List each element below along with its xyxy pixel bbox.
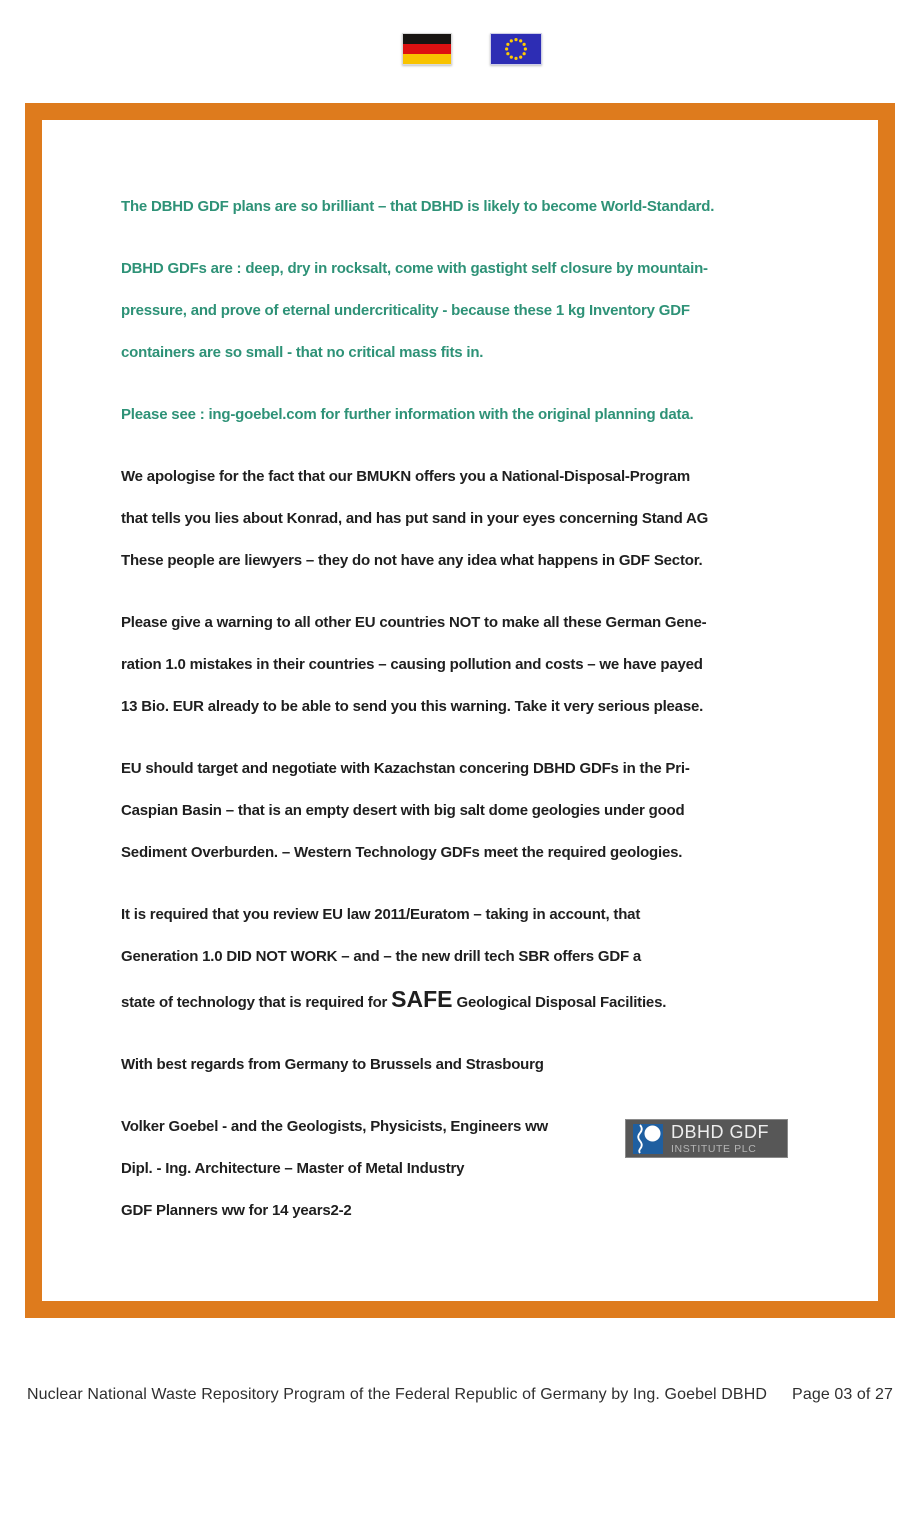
planners-text: GDF Planners ww for 14 years (121, 1202, 331, 1219)
page-marker: 2-2 (330, 1202, 352, 1219)
paragraph-kazachstan: EU should target and negotiate with Kazachstan concering DBHD GDFs in the Pri- Caspian Basin – that is an empty desert with big salt dome geologies under good Sediment Overburden. – Western Technology GDFs meet the required geologies. (121, 760, 690, 861)
paragraph-website: Please see : ing-goebel.com for further information with the original planning data. (121, 406, 694, 423)
footer-page-number: Page 03 of 27 (792, 1386, 893, 1403)
footer-title: Nuclear National Waste Repository Program of the Federal Republic of Germany by Ing. Goebel DBHD (27, 1386, 767, 1403)
logo-title: DBHD GDF (671, 1121, 769, 1142)
paragraph-eu-law: It is required that you review EU law 2011/Euratom – taking in account, that Generation 1.0 DID NOT WORK – and – the new drill tech SBR offers GDF a state of technology that is required for SAFE Geological Disposal Facilities. (121, 894, 790, 1024)
paragraph-regards: With best regards from Germany to Brussels and Strasbourg (121, 1056, 544, 1073)
header-flags (402, 33, 542, 65)
safe-emphasis: SAFE (391, 986, 453, 1012)
paragraph-apology: We apologise for the fact that our BMUKN offers you a National-Disposal-Program that tells you lies about Konrad, and has put sand in your eyes concerning Stand AG These people are liewyers – they do not have any idea what happens in GDF Sector. (121, 468, 709, 569)
borehole-icon (633, 1124, 663, 1154)
paragraph-gdf-properties: DBHD GDFs are : deep, dry in rocksalt, come with gastight self closure by mountain- pressure, and prove of eternal undercriticality - because these 1 kg Inventory GDF containers are so small - that no critical mass fits in. (121, 260, 708, 361)
paragraph-warning: Please give a warning to all other EU countries NOT to make all these German Gene- ration 1.0 mistakes in their countries – causing pollution and costs – we have payed 13 Bio. EUR already to be able to send you this warning. Take it very serious please. (121, 614, 707, 715)
page-footer (27, 1386, 893, 1404)
dbhd-institute-logo (625, 1119, 788, 1158)
letter-content (42, 120, 878, 1232)
logo-text (671, 1123, 769, 1155)
safe-line: state of technology that is required for SAFE Geological Disposal Facilities. (121, 986, 667, 1012)
paragraph-signature: Volker Goebel - and the Geologists, Physicists, Engineers ww Dipl. - Ing. Architecture – Master of Metal Industry GDF Planners ww for 14 years2-2 (121, 1118, 549, 1219)
eu-flag-icon (490, 33, 542, 65)
paragraph-brilliant: The DBHD GDF plans are so brilliant – that DBHD is likely to become World-Standard. (121, 198, 715, 215)
logo-subtitle: INSTITUTE PLC (671, 1142, 757, 1155)
germany-flag-icon (402, 33, 452, 65)
